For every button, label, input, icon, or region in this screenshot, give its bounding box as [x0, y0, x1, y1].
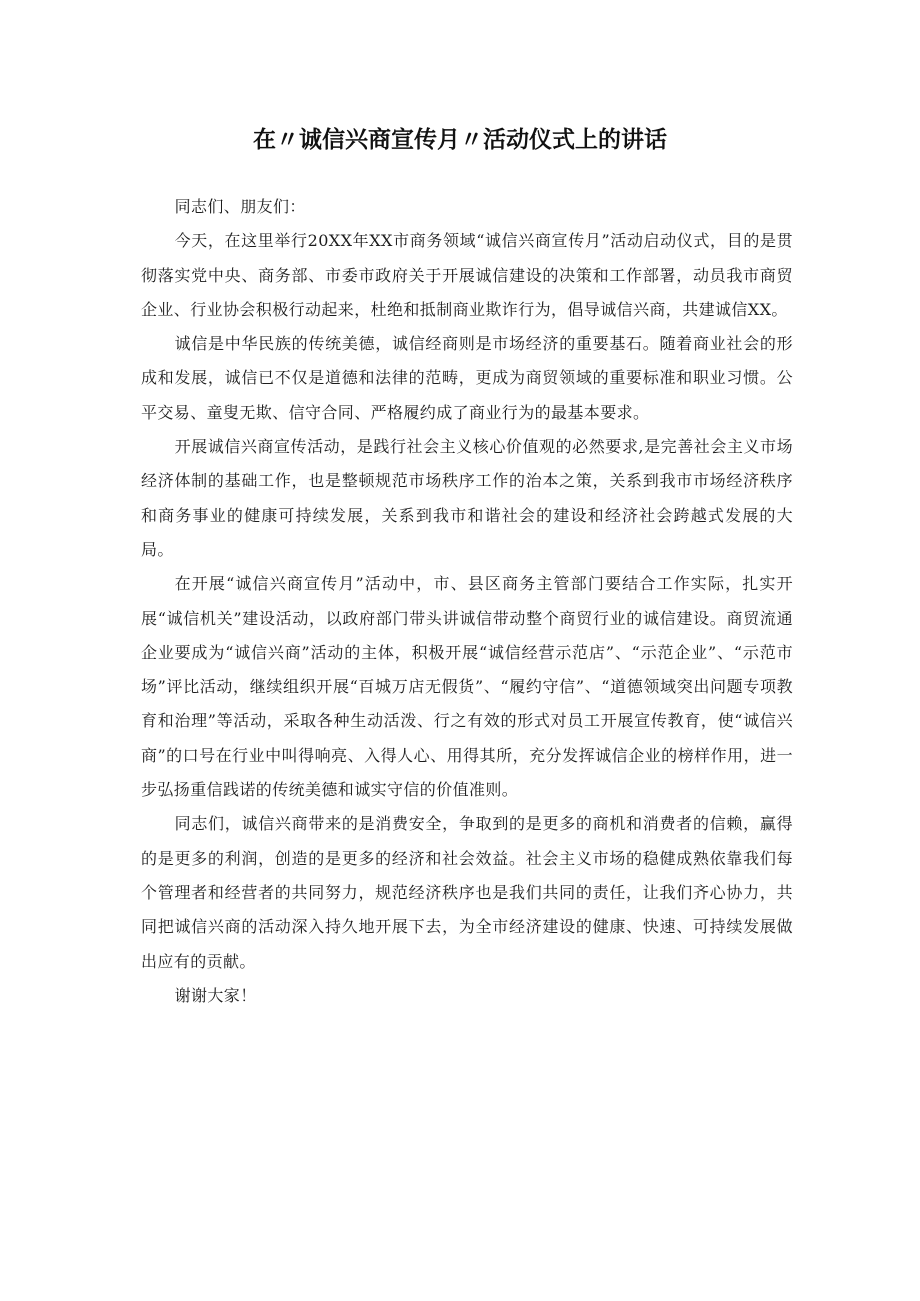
document-title: 在〃诚信兴商宣传月〃活动仪式上的讲话	[253, 127, 667, 153]
paragraph-conclusion: 同志们，诚信兴商带来的是消费安全，争取到的是更多的商机和消费者的信赖，赢得的是更多的利润，创造的是更多的经济和社会效益。社会主义市场的稳健成熟依靠我们每个管理者和经营者的共同努力，规范经济秩序也是我们共同的责任，让我们齐心协力，共同把诚信兴商的活动深入持久地开展下去，为全市经济建设的健康、快速、可持续发展做出应有的贡献。	[141, 814, 793, 971]
paragraph-integrity-virtue: 诚信是中华民族的传统美德，诚信经商则是市场经济的重要基石。随着商业社会的形成和发展，诚信已不仅是道德和法律的范畴，更成为商贸领域的重要标准和职业习惯。公平交易、童叟无欺、信守合同、严格履约成了商业行为的最基本要求。	[141, 334, 793, 422]
document-body	[141, 190, 793, 1013]
paragraph-campaign-purpose: 开展诚信兴商宣传活动，是践行社会主义核心价值观的必然要求,是完善社会主义市场经济体制的基础工作，也是整顿规范市场秩序工作的治本之策，关系到我市市场经济秩序和商务事业的健康可持续发展，关系到我市和谐社会的建设和经济社会跨越式发展的大局。	[141, 437, 793, 559]
paragraph-campaign-actions: 在开展“诚信兴商宣传月”活动中，市、县区商务主管部门要结合工作实际，扎实开展“诚信机关”建设活动，以政府部门带头讲诚信带动整个商贸行业的诚信建设。商贸流通企业要成为“诚信兴商”活动的主体，积极开展“诚信经营示范店”、“示范企业”、“示范市场”评比活动，继续组织开展“百城万店无假货”、“履约守信”、“道德领域突出问题专项教育和治理”等活动，采取各种生动活泼、行之有效的形式对员工开展宣传教育，使“诚信兴商”的口号在行业中叫得响亮、入得人心、用得其所，充分发挥诚信企业的榜样作用，进一步弘扬重信践诺的传统美德和诚实守信的价值准则。	[141, 574, 793, 800]
paragraph-thanks: 谢谢大家！	[174, 985, 257, 1005]
paragraph-salutation: 同志们、朋友们：	[174, 197, 306, 216]
paragraph-opening: 今天，在这里举行20XX年XX市商务领域“诚信兴商宣传月”活动启动仪式，目的是贯彻落实党中央、商务部、市委市政府关于开展诚信建设的决策和工作部署，动员我市商贸企业、行业协会积极行动起来，杜绝和抵制商业欺诈行为，倡导诚信兴商，共建诚信XX。	[141, 231, 793, 319]
